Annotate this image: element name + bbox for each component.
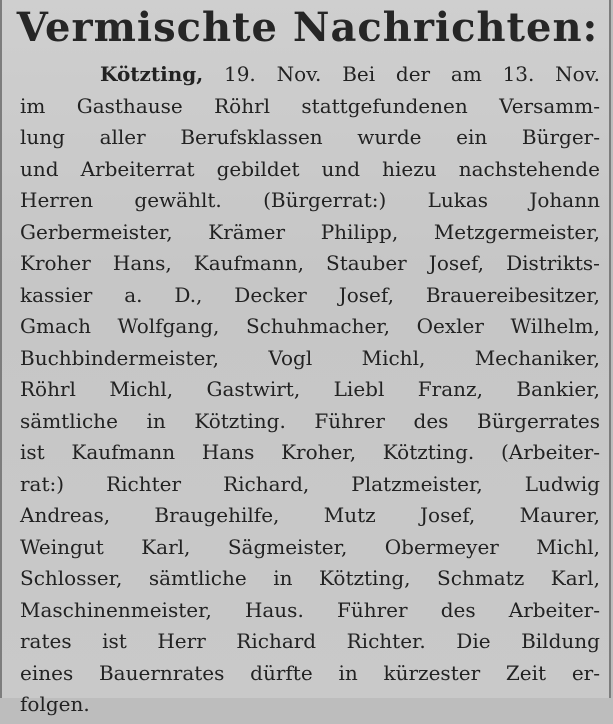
text-word: Versamm- (499, 93, 600, 118)
text-word: nachstehende (458, 156, 600, 181)
text-word: aller (99, 125, 146, 149)
text-word: ist (20, 440, 45, 464)
text-word: Obermeyer (384, 534, 499, 559)
text-word: 19. (223, 62, 256, 86)
text-word: Weingut (20, 534, 104, 559)
text-word: Röhrl (20, 377, 76, 401)
text-word: Krämer (208, 219, 286, 244)
text-line (20, 62, 600, 94)
text-word: Bürgerrates (477, 408, 600, 433)
text-word: Andreas, (20, 503, 111, 527)
text-word: Nov. (555, 62, 600, 86)
text-word: gewählt. (134, 188, 222, 212)
text-word: Lukas (427, 188, 489, 212)
text-word: und (20, 156, 59, 181)
text-line (20, 503, 600, 535)
text-word: Arbeiterrat (80, 156, 195, 181)
text-word: wurde (357, 125, 422, 149)
text-word: Distrikts- (506, 251, 600, 275)
text-word: Decker (234, 282, 307, 307)
text-word: a. (124, 282, 143, 307)
text-word: Haus. (244, 597, 304, 622)
text-word: Mutz (323, 503, 376, 527)
text-word: Bei (342, 62, 376, 86)
text-word: Kaufmann (71, 440, 176, 464)
text-word: Kroher, (281, 440, 357, 464)
text-word: Buchbindermeister, (20, 345, 219, 370)
text-word: Brauereibesitzer, (425, 282, 600, 307)
text-word: ist (102, 629, 127, 653)
text-word: rates (20, 629, 72, 653)
text-word: Wilhelm, (510, 314, 600, 338)
text-word: Josef, (428, 251, 485, 275)
text-word: Kroher (20, 251, 91, 275)
text-word: hiezu (382, 156, 437, 181)
text-word: Arbeiter- (508, 597, 600, 622)
text-line (20, 251, 600, 283)
text-word: dürfte (250, 660, 313, 685)
text-word: am (450, 62, 482, 86)
text-word: Richter (106, 471, 182, 496)
text-line (20, 125, 600, 157)
text-word: Kötzting. (382, 440, 475, 464)
text-word: Bildung (521, 629, 600, 653)
text-word: Führer (314, 408, 385, 433)
text-line (20, 188, 600, 220)
text-word: gebildet (216, 156, 300, 181)
headline: Vermischte Nachrichten: (16, 4, 599, 51)
text-word: Michl, (109, 377, 174, 401)
text-word: Liebl (333, 377, 385, 401)
text-word: Oexler (416, 314, 484, 338)
text-word: Hans (201, 440, 255, 464)
text-word: D., (174, 282, 203, 307)
text-line (20, 409, 600, 441)
text-line (20, 283, 600, 315)
text-line (20, 692, 600, 724)
text-word: Karl, (550, 566, 600, 590)
text-word: eines (20, 660, 74, 685)
text-word: Vogl (268, 345, 313, 370)
text-word: Nov. (276, 62, 322, 86)
text-word: Gasthause (76, 93, 183, 118)
text-word: Röhrl (214, 93, 271, 118)
text-word: Michl, (361, 345, 426, 370)
text-word: in (146, 408, 166, 433)
text-word: Richard, (223, 471, 310, 496)
text-word: der (395, 62, 431, 86)
text-word: lung (20, 125, 65, 149)
text-word: Richter. (346, 629, 426, 653)
text-word: Philipp, (320, 219, 399, 244)
text-word: Hans, (112, 251, 172, 275)
text-word: Bankier, (516, 377, 600, 401)
text-word: Bauernrates (98, 660, 225, 685)
text-word: Berufsklassen (180, 125, 323, 149)
text-word: Braugehilfe, (154, 503, 280, 527)
text-word: rat:) (20, 471, 65, 496)
text-word: Karl, (141, 534, 191, 559)
dateline-place: Kötzting, (100, 62, 204, 86)
text-word: sämtliche (148, 566, 247, 590)
text-line (20, 472, 600, 504)
text-word: kassier (20, 282, 93, 307)
text-word: des (440, 597, 476, 622)
text-line (20, 535, 600, 567)
text-line (20, 346, 600, 378)
text-line (20, 157, 600, 189)
text-word: er- (571, 660, 600, 685)
text-word: 13. (502, 62, 535, 86)
text-word: Josef, (338, 282, 394, 307)
article-body (20, 62, 600, 724)
text-word: Schmatz (437, 566, 525, 590)
text-word: Die (456, 629, 491, 653)
text-word: stattgefundenen (301, 93, 468, 118)
text-word: Metzgermeister, (433, 219, 600, 244)
text-word: sämtliche (20, 408, 118, 433)
text-line (20, 220, 600, 252)
text-word: Johann (529, 188, 600, 212)
text-line (20, 94, 600, 126)
text-word: Richard (236, 629, 317, 653)
text-line (20, 377, 600, 409)
text-word: Kötzting. (194, 408, 286, 433)
text-word: Mechaniker, (474, 345, 600, 370)
text-word: in (338, 660, 358, 685)
text-word: in (273, 566, 293, 590)
text-word: Herren (20, 188, 94, 212)
text-line (20, 661, 600, 693)
text-word: Ludwig (524, 471, 600, 496)
text-word: folgen. (20, 692, 90, 716)
text-word: Gastwirt, (206, 377, 301, 401)
text-word: Michl, (536, 534, 600, 559)
text-word: und (321, 156, 361, 181)
text-word: Gerbermeister, (20, 219, 173, 244)
text-word: Führer (336, 597, 408, 622)
text-word: Schlosser, (20, 566, 123, 590)
text-word: Zeit (505, 660, 547, 685)
text-line (20, 629, 600, 661)
text-word: Maurer, (519, 503, 600, 527)
text-line (20, 566, 600, 598)
text-word: Maschinenmeister, (20, 597, 212, 622)
text-word: Franz, (417, 377, 483, 401)
text-line (20, 440, 600, 472)
text-word: Wolfgang, (117, 314, 220, 338)
text-word: ein (456, 125, 488, 149)
text-word: Bürger- (521, 125, 600, 149)
text-word: Gmach (20, 314, 91, 338)
text-word: (Arbeiter- (500, 440, 600, 464)
text-word: Platzmeister, (351, 471, 483, 496)
text-word: des (413, 408, 449, 433)
text-line (20, 314, 600, 346)
text-word: Schuhmacher, (245, 314, 391, 338)
text-word: Josef, (420, 503, 476, 527)
text-word: (Bürgerrat:) (263, 188, 387, 212)
text-word: Kaufmann, (193, 251, 304, 275)
text-word: Herr (157, 629, 206, 653)
text-word: Kötzting, (319, 566, 411, 590)
text-word: im (20, 93, 46, 118)
text-word: Sägmeister, (227, 534, 348, 559)
text-line (20, 598, 600, 630)
text-word: kürzester (383, 660, 481, 685)
text-word: Stauber (326, 251, 407, 275)
